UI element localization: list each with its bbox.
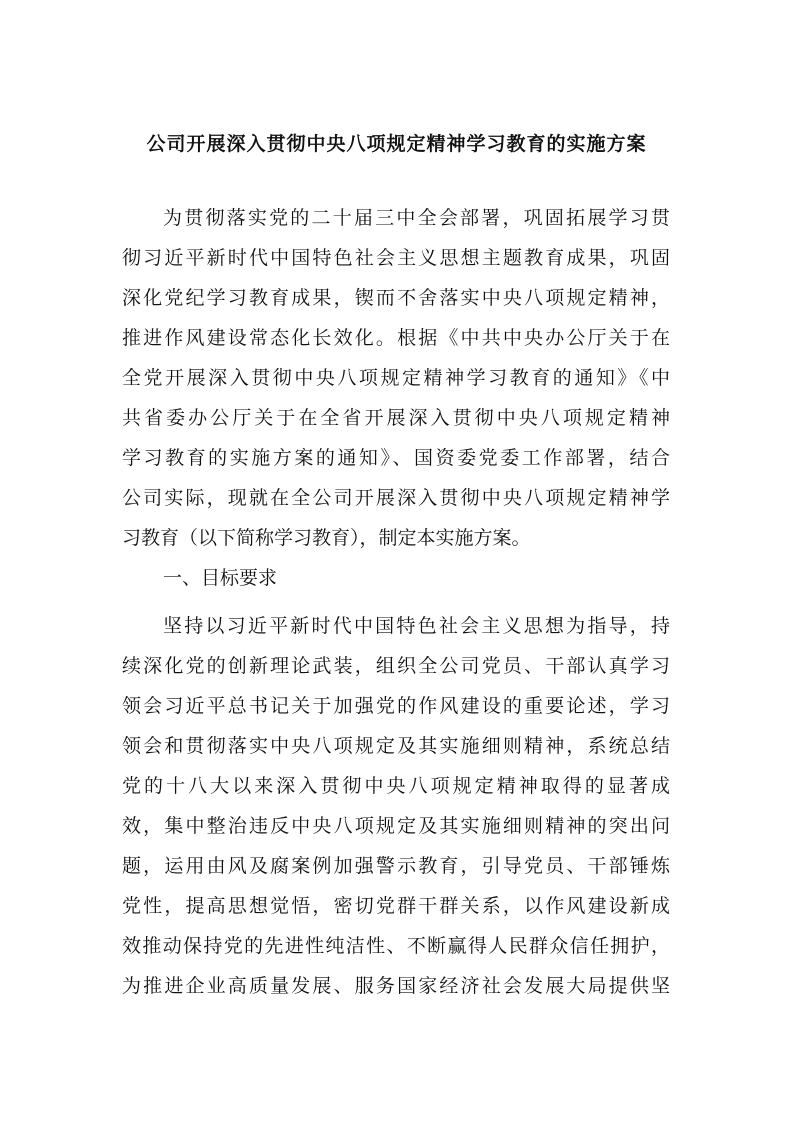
paragraph-line: 习教育（以下简称学习教育），制定本实施方案。 [122, 527, 531, 549]
paragraph-line: 为贯彻落实党的二十届三中全会部署，巩固拓展学习贯 [163, 207, 670, 229]
paragraph-line: 学习教育的实施方案的通知》、国资委党委工作部署，结合 [122, 447, 670, 469]
paragraph-line: 深化党纪学习教育成果，锲而不舍落实中央八项规定精神， [122, 287, 670, 309]
paragraph-line: 彻习近平新时代中国特色社会主义思想主题教育成果，巩固 [122, 247, 670, 269]
paragraph-line: 效推动保持党的先进性纯洁性、不断赢得人民群众信任拥护， [122, 935, 670, 957]
paragraph-line: 题，运用由风及腐案例加强警示教育，引导党员、干部锤炼 [122, 855, 670, 877]
section-heading-goals: 一、目标要求 [163, 567, 278, 589]
paragraph-line: 效，集中整治违反中央八项规定及其实施细则精神的突出问 [122, 815, 670, 837]
paragraph-line: 续深化党的创新理论武装，组织全公司党员、干部认真学习 [122, 655, 670, 677]
paragraph-line: 公司实际，现就在全公司开展深入贯彻中央八项规定精神学 [122, 487, 670, 509]
paragraph-line: 领会和贯彻落实中央八项规定及其实施细则精神，系统总结 [122, 735, 670, 757]
paragraph-line: 党性，提高思想觉悟，密切党群干群关系，以作风建设新成 [122, 895, 670, 917]
paragraph-line: 全党开展深入贯彻中央八项规定精神学习教育的通知》《中 [122, 367, 670, 389]
paragraph-line: 为推进企业高质量发展、服务国家经济社会发展大局提供坚 [122, 975, 670, 997]
paragraph-line: 共省委办公厅关于在全省开展深入贯彻中央八项规定精神 [122, 407, 670, 429]
document-title: 公司开展深入贯彻中央八项规定精神学习教育的实施方案 [146, 133, 647, 155]
paragraph-line: 领会习近平总书记关于加强党的作风建设的重要论述，学习 [122, 695, 670, 717]
paragraph-line: 坚持以习近平新时代中国特色社会主义思想为指导，持 [163, 615, 670, 637]
paragraph-line: 党的十八大以来深入贯彻中央八项规定精神取得的显著成 [122, 775, 670, 797]
paragraph-line: 推进作风建设常态化长效化。根据《中共中央办公厅关于在 [122, 327, 670, 349]
